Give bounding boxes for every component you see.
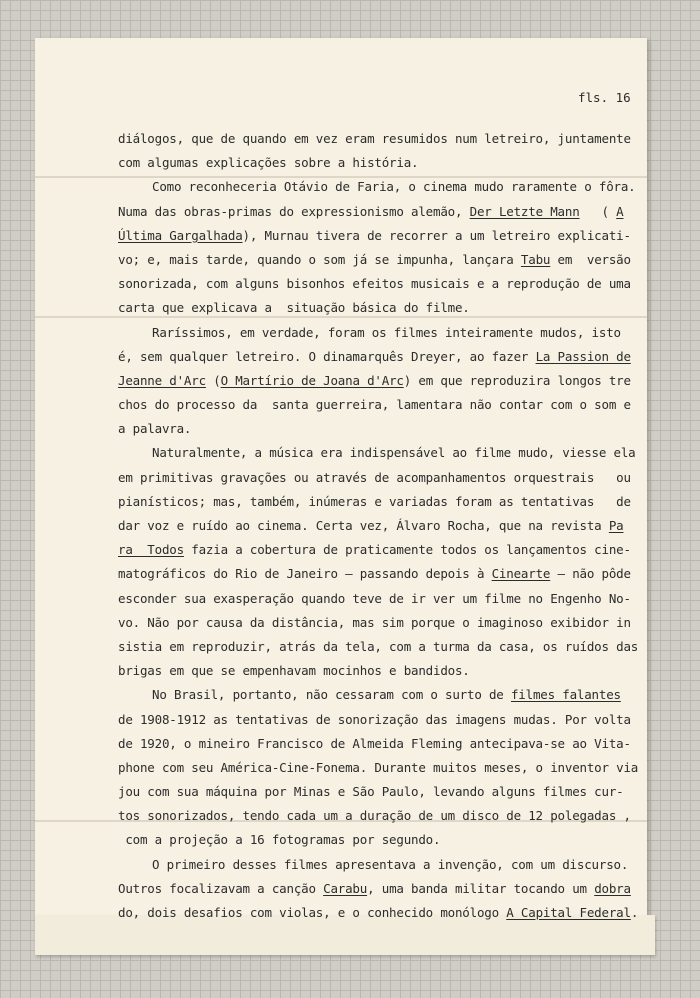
- text-line: [118, 466, 638, 490]
- underlined-title: A: [616, 203, 624, 219]
- text-line: [118, 490, 638, 514]
- text-segment: do, dois desafios com violas, e o conhecido monólogo: [118, 905, 507, 920]
- text-line: [118, 393, 638, 417]
- underlined-title: A Capital Federal: [506, 905, 631, 920]
- underlined-title: O Martírio de Joana d'Arc: [220, 372, 404, 388]
- text-line: [118, 683, 638, 707]
- text-line: [118, 659, 638, 683]
- text-line: [118, 175, 638, 199]
- underlined-title: dobra: [594, 880, 631, 896]
- text-line: [118, 635, 638, 659]
- text-line: [118, 877, 638, 901]
- text-segment: diálogos, que de quando em vez eram resumidos num letreiro, juntamente: [118, 131, 631, 146]
- underlined-title: Jeanne d'Arc: [118, 372, 206, 388]
- text-line: [118, 804, 638, 828]
- text-segment: em versão: [550, 251, 631, 267]
- page-number: fls. 16: [578, 90, 631, 105]
- text-segment: Como reconheceria Otávio de Faria, o cinema mudo raramente o fôra.: [152, 179, 636, 195]
- text-line: [118, 151, 638, 175]
- text-segment: de 1908-1912 as tentativas de sonorização das imagens mudas. Por volta: [118, 711, 631, 727]
- text-line: [118, 732, 638, 756]
- text-line: [118, 127, 638, 151]
- text-segment: sistia em reproduzir, atrás da tela, com a turma da casa, os ruídos das: [118, 638, 639, 654]
- text-line: [118, 756, 638, 780]
- text-line: [118, 514, 638, 538]
- text-segment: Outros focalizavam a canção: [118, 880, 324, 896]
- text-line: [118, 369, 638, 393]
- text-segment: No Brasil, portanto, não cessaram com o surto de: [152, 687, 511, 703]
- text-segment: brigas em que se empenhavam mocinhos e bandidos.: [118, 663, 470, 679]
- text-line: [118, 708, 638, 732]
- text-segment: (: [205, 372, 221, 388]
- text-segment: matográficos do Rio de Janeiro — passando depois à: [118, 566, 492, 582]
- text-segment: (: [579, 203, 617, 219]
- text-line: [118, 901, 638, 925]
- text-segment: com algumas explicações sobre a história.: [118, 155, 419, 171]
- text-segment: vo; e, mais tarde, quando o som já se impunha, lançara: [118, 251, 521, 267]
- underlined-title: Cinearte: [491, 566, 551, 582]
- text-segment: de 1920, o mineiro Francisco de Almeida Fleming antecipava-se ao Vita-: [118, 735, 631, 751]
- text-segment: esconder sua exasperação quando teve de ir ver um filme no Engenho No-: [118, 590, 631, 606]
- underlined-title: Pa: [608, 518, 624, 533]
- text-line: [118, 538, 638, 562]
- text-segment: Raríssimos, em verdade, foram os filmes inteiramente mudos, isto: [152, 324, 621, 340]
- text-line: [118, 828, 638, 852]
- text-segment: Numa das obras-primas do expressionismo alemão,: [118, 203, 470, 219]
- text-line: [118, 611, 638, 635]
- text-segment: ) em que reproduzira longos tre: [403, 372, 631, 388]
- text-line: [118, 780, 638, 804]
- text-line: [118, 345, 638, 369]
- text-line: [118, 248, 638, 272]
- text-line: [118, 200, 638, 224]
- underlined-title: Carabu: [323, 880, 368, 896]
- text-segment: ), Murnau tivera de recorrer a um letreiro explicati-: [242, 227, 631, 243]
- text-segment: , uma banda militar tocando um: [367, 880, 595, 896]
- text-line: [118, 321, 638, 345]
- text-line: [118, 272, 638, 296]
- text-segment: tos sonorizados, tendo cada um a duração de um disco de 12 polegadas ,: [118, 808, 631, 824]
- text-segment: dar voz e ruído ao cinema. Certa vez, Álvaro Rocha, que na revista: [118, 518, 609, 533]
- underlined-title: Última Gargalhada: [118, 227, 243, 243]
- text-segment: fazia a cobertura de praticamente todos os lançamentos cine-: [183, 542, 631, 558]
- typed-text-body: [118, 127, 638, 925]
- underlined-title: ra Todos: [118, 542, 184, 558]
- text-line: [118, 296, 638, 320]
- text-segment: carta que explicava a situação básica do filme.: [118, 300, 470, 316]
- text-segment: sonorizada, com alguns bisonhos efeitos musicais e a reprodução de uma: [118, 276, 631, 292]
- text-segment: .: [630, 905, 639, 920]
- text-line: [118, 587, 638, 611]
- text-line: [118, 853, 638, 877]
- text-segment: é, sem qualquer letreiro. O dinamarquês Dreyer, ao fazer: [118, 348, 536, 364]
- text-segment: vo. Não por causa da distância, mas sim porque o imaginoso exibidor in: [118, 614, 631, 630]
- text-segment: O primeiro desses filmes apresentava a invenção, com um discurso.: [152, 856, 629, 872]
- text-segment: em primitivas gravações ou através de acompanhamentos orquestrais ou: [118, 469, 631, 485]
- underlined-title: Der Letzte Mann: [469, 203, 580, 219]
- text-segment: — não pôde: [550, 566, 631, 582]
- text-segment: pianísticos; mas, também, inúmeras e variadas foram as tentativas de: [118, 493, 631, 509]
- text-segment: a palavra.: [118, 421, 192, 437]
- underlined-title: filmes falantes: [510, 687, 621, 703]
- text-segment: jou com sua máquina por Minas e São Paulo, levando alguns filmes cur-: [118, 784, 624, 800]
- text-segment: Naturalmente, a música era indispensável ao filme mudo, viesse ela: [152, 445, 636, 461]
- underlined-title: Tabu: [520, 251, 551, 267]
- underlined-title: La Passion de: [535, 348, 631, 364]
- text-line: [118, 441, 638, 465]
- text-line: [118, 417, 638, 441]
- text-segment: phone com seu América-Cine-Fonema. Durante muitos meses, o inventor via: [118, 759, 639, 775]
- text-line: [118, 562, 638, 586]
- text-segment: com a projeção a 16 fotogramas por segundo.: [118, 832, 441, 848]
- text-line: [118, 224, 638, 248]
- text-segment: chos do processo da santa guerreira, lamentara não contar com o som e: [118, 397, 631, 413]
